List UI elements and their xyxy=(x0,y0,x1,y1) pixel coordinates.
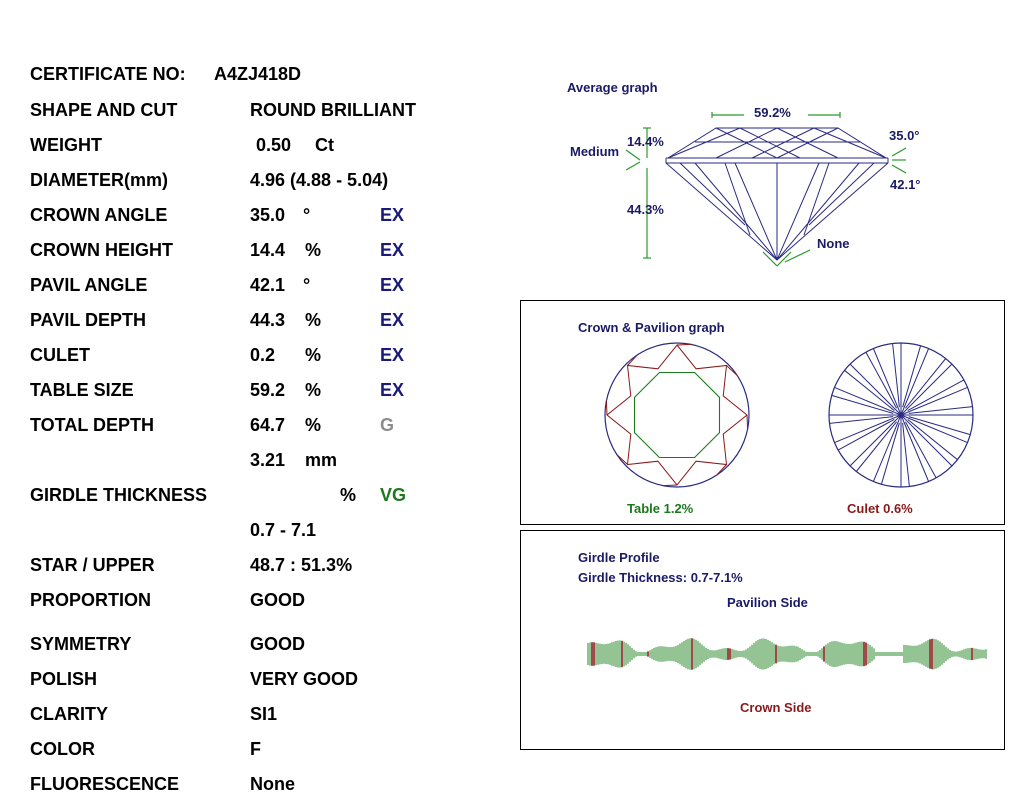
pavil-angle-grade: EX xyxy=(380,275,405,295)
shape-value: ROUND BRILLIANT xyxy=(250,100,416,120)
clarity-value: SI1 xyxy=(250,704,278,724)
polish-label: POLISH xyxy=(30,669,98,689)
symmetry-value: GOOD xyxy=(250,634,306,654)
pavilion-depth-pct-label: 44.3% xyxy=(627,202,664,217)
culet-caption: Culet 0.6% xyxy=(847,501,913,516)
girdle-value: 0.7 - 7.1 xyxy=(250,520,317,540)
pavil-depth-value: 44.3 xyxy=(250,310,286,330)
table-size-value: 59.2 xyxy=(250,380,286,400)
crown-angle-graph-label: 35.0° xyxy=(889,128,920,143)
girdle-thickness-bars xyxy=(588,638,986,669)
crown-angle-grade: EX xyxy=(380,205,405,225)
girdle-profile-graph xyxy=(521,531,1004,749)
crown-angle-value: 35.0 xyxy=(250,205,286,225)
crown-upper-facets xyxy=(607,345,747,485)
crown-facet-line xyxy=(628,355,638,366)
table-size-grade: EX xyxy=(380,380,405,400)
weight-unit: Ct xyxy=(315,135,334,155)
diameter-label: DIAMETER(mm) xyxy=(30,170,168,190)
crown-angle-unit: ° xyxy=(303,205,311,225)
table-pct-label: 59.2% xyxy=(754,105,791,120)
total-depth-mm-unit: mm xyxy=(305,450,338,470)
total-depth-value: 64.7 xyxy=(250,415,286,435)
pavil-angle-value: 42.1 xyxy=(250,275,286,295)
crown-pavilion-graph xyxy=(521,301,1004,524)
diamond-profile xyxy=(666,128,888,260)
table-size-label: TABLE SIZE xyxy=(30,380,134,400)
certificate-number: A4ZJ418D xyxy=(214,64,302,84)
crown-height-pct-label: 14.4% xyxy=(627,134,664,149)
clarity-label: CLARITY xyxy=(30,704,108,724)
crown-facet-line xyxy=(717,465,727,476)
diameter-value: 4.96 (4.88 - 5.04) xyxy=(250,170,389,190)
total-depth-unit: % xyxy=(305,415,322,435)
certificate-label: CERTIFICATE NO: xyxy=(30,64,186,84)
polish-value: VERY GOOD xyxy=(250,669,359,689)
table-size-unit: % xyxy=(305,380,322,400)
culet-grade: EX xyxy=(380,345,405,365)
pavil-depth-label: PAVIL DEPTH xyxy=(30,310,147,330)
crown-table-octagon xyxy=(635,373,720,458)
fluorescence-value: None xyxy=(250,774,295,794)
crown-facet-line xyxy=(727,366,738,376)
pavilion-facet-line xyxy=(850,415,901,466)
girdle-label: GIRDLE THICKNESS xyxy=(30,485,208,505)
pavilion-facets xyxy=(829,343,973,487)
symmetry-label: SYMMETRY xyxy=(30,634,132,654)
girdle-thickness-caption: Girdle Thickness: 0.7-7.1% xyxy=(578,570,743,585)
total-depth-label: TOTAL DEPTH xyxy=(30,415,155,435)
average-graph xyxy=(520,70,1010,285)
total-depth-grade: G xyxy=(380,415,395,435)
star-upper-label: STAR / UPPER xyxy=(30,555,155,575)
color-value: F xyxy=(250,739,261,759)
girdle-medium-label: Medium xyxy=(570,144,620,159)
girdle-profile-title: Girdle Profile xyxy=(578,550,660,565)
pavilion-side-label: Pavilion Side xyxy=(727,595,808,610)
crown-facet-line xyxy=(677,344,691,345)
culet-label: CULET xyxy=(30,345,90,365)
crown-view-circle xyxy=(605,343,749,487)
crown-pavilion-box xyxy=(520,300,1005,525)
pavil-angle-label: PAVIL ANGLE xyxy=(30,275,148,295)
pavilion-facet-line xyxy=(850,364,901,415)
girdle-profile-box xyxy=(520,530,1005,750)
pavilion-angle-graph-label: 42.1° xyxy=(890,177,921,192)
crown-facet-line xyxy=(663,485,677,486)
crown-side-label: Crown Side xyxy=(740,700,812,715)
proportion-label: PROPORTION xyxy=(30,590,152,610)
crown-height-unit: % xyxy=(305,240,322,260)
average-graph-title: Average graph xyxy=(567,80,658,95)
culet-none-label: None xyxy=(817,236,850,251)
crown-pavilion-title: Crown & Pavilion graph xyxy=(578,320,725,335)
crown-height-value: 14.4 xyxy=(250,240,286,260)
shape-label: SHAPE AND CUT xyxy=(30,100,178,120)
culet-unit: % xyxy=(305,345,322,365)
weight-label: WEIGHT xyxy=(30,135,102,155)
fluorescence-label: FLUORESCENCE xyxy=(30,774,180,794)
crown-height-label: CROWN HEIGHT xyxy=(30,240,173,260)
culet-value: 0.2 xyxy=(250,345,276,365)
girdle-unit: % xyxy=(340,485,357,505)
crown-facet-line xyxy=(606,401,607,415)
weight-value: 0.50 xyxy=(256,135,292,155)
crown-facet-line xyxy=(747,415,748,429)
crown-height-grade: EX xyxy=(380,240,405,260)
crown-facet-line xyxy=(617,455,628,465)
table-caption: Table 1.2% xyxy=(627,501,694,516)
star-upper-value: 48.7 : 51.3% xyxy=(250,555,353,575)
proportion-value: GOOD xyxy=(250,590,306,610)
pavilion-facet-line xyxy=(901,415,952,466)
girdle-grade: VG xyxy=(380,485,407,505)
color-label: COLOR xyxy=(30,739,95,759)
pavil-angle-unit: ° xyxy=(303,275,311,295)
crown-angle-label: CROWN ANGLE xyxy=(30,205,168,225)
total-depth-mm-value: 3.21 xyxy=(250,450,286,470)
pavil-depth-unit: % xyxy=(305,310,322,330)
pavilion-facet-line xyxy=(901,364,952,415)
pavil-depth-grade: EX xyxy=(380,310,405,330)
